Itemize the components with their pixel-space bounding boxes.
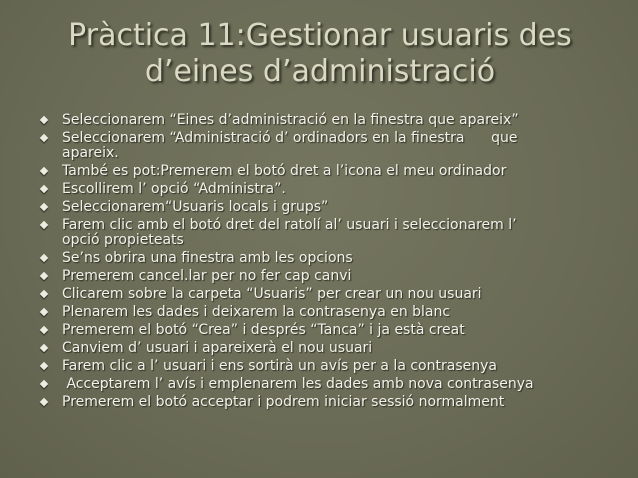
diamond-bullet-icon	[40, 167, 48, 175]
bullet-item	[40, 269, 620, 284]
diamond-bullet-icon	[40, 380, 48, 388]
diamond-bullet-icon	[40, 362, 48, 370]
diamond-bullet-icon	[40, 398, 48, 406]
diamond-bullet-icon	[40, 344, 48, 352]
bullet-text: Farem clic amb el botó dret del ratolí al’ usuari i seleccionarem l’ opció propieteats	[62, 217, 517, 248]
bullet-text: Seleccionarem “Administració d’ ordinadors en la finestra que apareix.	[62, 130, 518, 161]
bullet-text: Se’ns obrira una finestra amb les opcions	[62, 250, 353, 266]
bullet-text: Acceptarem l’ avís i emplenarem les dades amb nova contrasenya	[62, 376, 534, 392]
bullet-text: Premerem cancel.lar per no fer cap canvi	[62, 268, 352, 284]
diamond-bullet-icon	[40, 185, 48, 193]
bullet-item	[40, 341, 620, 356]
bullet-item	[40, 200, 620, 215]
bullet-text: Escollirem l’ opció “Administra”.	[62, 181, 286, 197]
bullet-item	[40, 377, 620, 392]
bullet-item	[40, 395, 620, 410]
bullet-item	[40, 305, 620, 320]
bullet-text: Farem clic a l’ usuari i ens sortirà un avís per a la contrasenya	[62, 358, 497, 374]
bullet-text: Plenarem les dades i deixarem la contrasenya en blanc	[62, 304, 451, 320]
slide-title-line-2: d’eines d’administració	[144, 54, 496, 89]
diamond-bullet-icon	[40, 221, 48, 229]
bullet-text: Canviem d’ usuari i apareixerà el nou usuari	[62, 340, 373, 356]
diamond-bullet-icon	[40, 116, 48, 124]
bullet-item	[40, 164, 620, 179]
diamond-bullet-icon	[40, 203, 48, 211]
diamond-bullet-icon	[40, 254, 48, 262]
diamond-bullet-icon	[40, 308, 48, 316]
bullet-item	[40, 323, 620, 338]
bullet-item	[40, 359, 620, 374]
bullet-text: Seleccionarem“Usuaris locals i grups”	[62, 199, 329, 215]
bullet-item	[40, 182, 620, 197]
bullet-item	[40, 287, 620, 302]
bullet-text: Premerem el botó acceptar i podrem iniciar sessió normalment	[62, 394, 505, 410]
bullet-item	[40, 113, 620, 128]
bullet-item	[40, 218, 620, 248]
bullet-text: Clicarem sobre la carpeta “Usuaris” per crear un nou usuari	[62, 286, 482, 302]
slide-title	[30, 18, 610, 90]
diamond-bullet-icon	[40, 134, 48, 142]
diamond-bullet-icon	[40, 326, 48, 334]
bullet-item	[40, 131, 620, 161]
bullet-item	[40, 251, 620, 266]
bullet-text: Premerem el botó “Crea” i després “Tanca” i ja està creat	[62, 322, 465, 338]
bullet-list	[40, 113, 620, 413]
diamond-bullet-icon	[40, 290, 48, 298]
bullet-text: Seleccionarem “Eines d’administració en la finestra que apareix”	[62, 112, 519, 128]
diamond-bullet-icon	[40, 272, 48, 280]
slide-title-line-1: Pràctica 11:Gestionar usuaris des	[68, 18, 572, 53]
bullet-text: També es pot:Premerem el botó dret a l’icona el meu ordinador	[62, 163, 507, 179]
